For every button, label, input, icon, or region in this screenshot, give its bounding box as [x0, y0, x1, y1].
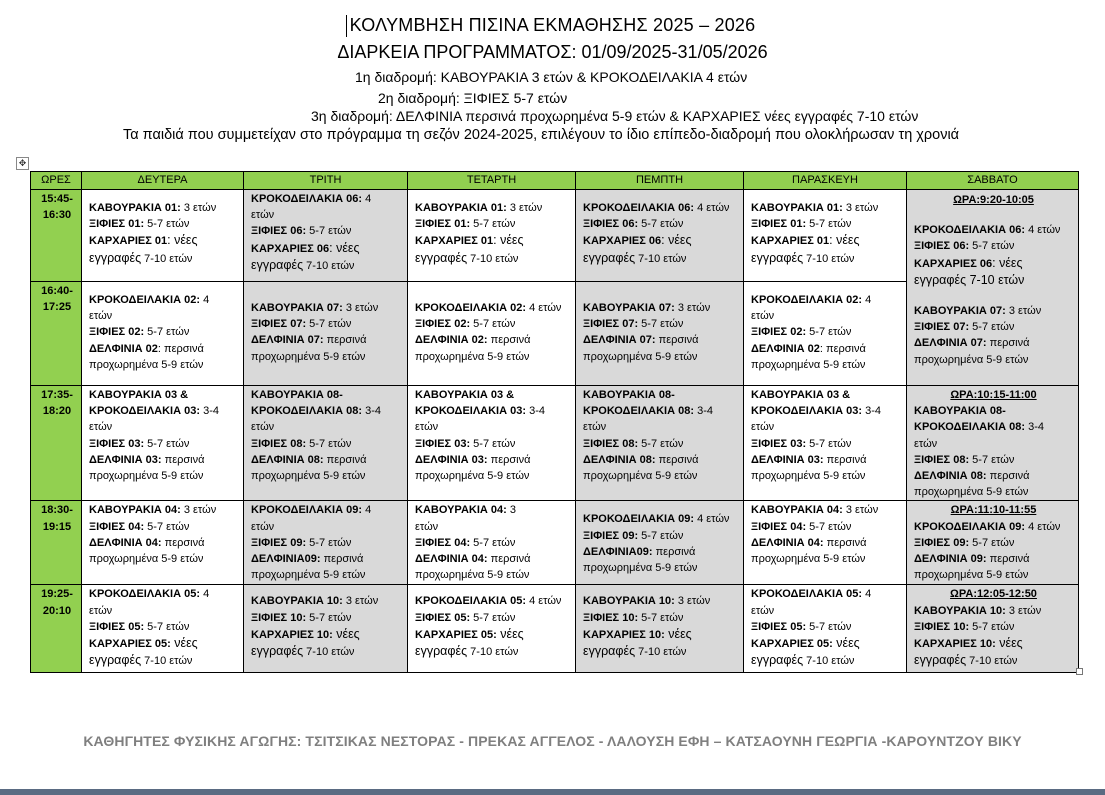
saturday-slot-cell[interactable]: ΩΡΑ:12:05-12:50 ΚΑΒΟΥΡΑΚΙΑ 10: 3 ετών ΞΙΦΙΕΣ 10: 5-7 ετών ΚΑΡΧΑΡΙΕΣ 10: νέες εγγραφές 7-10 ετών	[907, 585, 1079, 673]
class-cell[interactable]: ΚΑΒΟΥΡΑΚΙΑ 07: 3 ετών ΞΙΦΙΕΣ 07: 5-7 ετών ΔΕΛΦΙΝΙΑ 07: περσινά προχωρημένα 5-9 ετών	[244, 282, 408, 386]
time-slot: 19:25- 20:10	[31, 585, 82, 673]
class-cell[interactable]: ΚΑΒΟΥΡΑΚΙΑ 08- ΚΡΟΚΟΔΕΙΛΑΚΙΑ 08: 3-4 ετών ΞΙΦΙΕΣ 08: 5-7 ετών ΔΕΛΦΙΝΙΑ 08: περσινά προχωρημένα 5-9 ετών	[576, 386, 744, 501]
time-slot: 18:30- 19:15	[31, 501, 82, 585]
col-header-tuesday: ΤΡΙΤΗ	[244, 172, 408, 190]
col-header-friday: ΠΑΡΑΣΚΕΥΗ	[744, 172, 907, 190]
returning-students-note: Τα παιδιά που συμμετείχαν στο πρόγραμμα τη σεζόν 2024-2025, επιλέγουν το ίδιο επίπεδο-διαδρομή που ολοκλήρωσαν τη χρονιά	[123, 127, 960, 143]
class-cell[interactable]: ΚΡΟΚΟΔΕΙΛΑΚΙΑ 02: 4 ετών ΞΙΦΙΕΣ 02: 5-7 ετών ΔΕΛΦΙΝΙΑ 02: περσινά προχωρημένα 5-9 ετών	[744, 282, 907, 386]
time-slot: 16:40- 17:25	[31, 282, 82, 386]
time-slot: 17:35- 18:20	[31, 386, 82, 501]
class-cell[interactable]: ΚΡΟΚΟΔΕΙΛΑΚΙΑ 05: 4 ετών ΞΙΦΙΕΣ 05: 5-7 ετών ΚΑΡΧΑΡΙΕΣ 05: νέες εγγραφές 7-10 ετών	[82, 585, 244, 673]
table-row	[31, 501, 1079, 585]
class-cell[interactable]: ΚΡΟΚΟΔΕΙΛΑΚΙΑ 05: 4 ετών ΞΙΦΙΕΣ 05: 5-7 ετών ΚΑΡΧΑΡΙΕΣ 05: νέες εγγραφές 7-10 ετών	[744, 585, 907, 673]
teachers-footer: ΚΑΘΗΓΗΤΕΣ ΦΥΣΙΚΗΣ ΑΓΩΓΗΣ: ΤΣΙΤΣΙΚΑΣ ΝΕΣΤΟΡΑΣ - ΠΡΕΚΑΣ ΑΓΓΕΛΟΣ - ΛΑΛΟΥΣΗ ΕΦΗ – ΚΑΤΣΑΟΥΝΗ ΓΕΩΡΓΙΑ -ΚΑΡΟΥΝΤΖΟΥ ΒΙΚΥ	[83, 733, 1022, 749]
class-cell[interactable]: ΚΡΟΚΟΔΕΙΛΑΚΙΑ 02: 4 ετών ΞΙΦΙΕΣ 02: 5-7 ετών ΔΕΛΦΙΝΙΑ 02: περσινά προχωρημένα 5-9 ετών	[408, 282, 576, 386]
saturday-slot-cell[interactable]: ΩΡΑ:10:15-11:00 ΚΑΒΟΥΡΑΚΙΑ 08- ΚΡΟΚΟΔΕΙΛΑΚΙΑ 08: 3-4 ετών ΞΙΦΙΕΣ 08: 5-7 ετών ΔΕΛΦΙΝΙΑ 08: περσινά προχωρημένα 5-9 ετών	[907, 386, 1079, 501]
page-bottom-bar	[0, 789, 1105, 795]
class-cell[interactable]: ΚΡΟΚΟΔΕΙΛΑΚΙΑ 09: 4 ετών ΞΙΦΙΕΣ 09: 5-7 ετών ΔΕΛΦΙΝΙΑ09: περσινά προχωρημένα 5-9 ετών	[244, 501, 408, 585]
table-move-handle-icon[interactable]: ✥	[16, 157, 29, 170]
class-cell[interactable]: ΚΑΒΟΥΡΑΚΙΑ 04: 3 ετών ΞΙΦΙΕΣ 04: 5-7 ετών ΔΕΛΦΙΝΙΑ 04: περσινά προχωρημένα 5-9 ετών	[82, 501, 244, 585]
class-cell[interactable]: ΚΑΒΟΥΡΑΚΙΑ 08- ΚΡΟΚΟΔΕΙΛΑΚΙΑ 08: 3-4 ετών ΞΙΦΙΕΣ 08: 5-7 ετών ΔΕΛΦΙΝΙΑ 08: περσινά προχωρημένα 5-9 ετών	[244, 386, 408, 501]
col-header-wednesday: ΤΕΤΑΡΤΗ	[408, 172, 576, 190]
lane-3-description: 3η διαδρομή: ΔΕΛΦΙΝΙΑ περσινά προχωρημένα 5-9 ετών & ΚΑΡΧΑΡΙΕΣ νέες εγγραφές 7-10 ετών	[311, 108, 919, 124]
lane-1-description: 1η διαδρομή: ΚΑΒΟΥΡΑΚΙΑ 3 ετών & ΚΡΟΚΟΔΕΙΛΑΚΙΑ 4 ετών	[355, 69, 748, 85]
class-cell[interactable]: ΚΑΒΟΥΡΑΚΙΑ 01: 3 ετών ΞΙΦΙΕΣ 01: 5-7 ετών ΚΑΡΧΑΡΙΕΣ 01: νέες εγγραφές 7-10 ετών	[744, 190, 907, 282]
col-header-monday: ΔΕΥΤΕΡΑ	[82, 172, 244, 190]
class-cell[interactable]: ΚΡΟΚΟΔΕΙΛΑΚΙΑ 05: 4 ετών ΞΙΦΙΕΣ 05: 5-7 ετών ΚΑΡΧΑΡΙΕΣ 05: νέες εγγραφές 7-10 ετών	[408, 585, 576, 673]
class-cell[interactable]: ΚΑΒΟΥΡΑΚΙΑ 04: 3 ετών ΞΙΦΙΕΣ 04: 5-7 ετών ΔΕΛΦΙΝΙΑ 04: περσινά προχωρημένα 5-9 ετών	[744, 501, 907, 585]
saturday-slot-cell[interactable]: ΩΡΑ:11:10-11:55 ΚΡΟΚΟΔΕΙΛΑΚΙΑ 09: 4 ετών ΞΙΦΙΕΣ 09: 5-7 ετών ΔΕΛΦΙΝΙΑ 09: περσινά προχωρημένα 5-9 ετών	[907, 501, 1079, 585]
col-header-thursday: ΠΕΜΠΤΗ	[576, 172, 744, 190]
class-cell[interactable]: ΚΡΟΚΟΔΕΙΛΑΚΙΑ 06: 4 ετών ΞΙΦΙΕΣ 06: 5-7 ετών ΚΑΡΧΑΡΙΕΣ 06: νέες εγγραφές 7-10 ετών	[244, 190, 408, 282]
class-cell[interactable]: ΚΡΟΚΟΔΕΙΛΑΚΙΑ 09: 4 ετών ΞΙΦΙΕΣ 09: 5-7 ετών ΔΕΛΦΙΝΙΑ09: περσινά προχωρημένα 5-9 ετών	[576, 501, 744, 585]
class-cell[interactable]: ΚΑΒΟΥΡΑΚΙΑ 01: 3 ετών ΞΙΦΙΕΣ 01: 5-7 ετών ΚΑΡΧΑΡΙΕΣ 01: νέες εγγραφές 7-10 ετών	[408, 190, 576, 282]
class-cell[interactable]: ΚΡΟΚΟΔΕΙΛΑΚΙΑ 02: 4 ετών ΞΙΦΙΕΣ 02: 5-7 ετών ΔΕΛΦΙΝΙΑ 02: περσινά προχωρημένα 5-9 ετών	[82, 282, 244, 386]
table-resize-handle[interactable]	[1076, 668, 1083, 675]
table-row	[31, 585, 1079, 673]
table-row	[31, 190, 1079, 282]
class-cell[interactable]: ΚΑΒΟΥΡΑΚΙΑ 07: 3 ετών ΞΙΦΙΕΣ 07: 5-7 ετών ΔΕΛΦΙΝΙΑ 07: περσινά προχωρημένα 5-9 ετών	[576, 282, 744, 386]
saturday-morning-cell[interactable]: ΩΡΑ:9:20-10:05 ΚΡΟΚΟΔΕΙΛΑΚΙΑ 06: 4 ετών ΞΙΦΙΕΣ 06: 5-7 ετών ΚΑΡΧΑΡΙΕΣ 06: νέες εγγραφές 7-10 ετών ΚΑΒΟΥΡΑΚΙΑ 07: 3 ετών ΞΙΦΙΕΣ 07: 5-7 ετών ΔΕΛΦΙΝΙΑ 07: περσινά προχωρημένα 5-9 ετών	[907, 190, 1079, 386]
lane-2-description: 2η διαδρομή: ΞΙΦΙΕΣ 5-7 ετών	[378, 90, 568, 106]
class-cell[interactable]: ΚΡΟΚΟΔΕΙΛΑΚΙΑ 06: 4 ετών ΞΙΦΙΕΣ 06: 5-7 ετών ΚΑΡΧΑΡΙΕΣ 06: νέες εγγραφές 7-10 ετών	[576, 190, 744, 282]
time-slot: 15:45- 16:30	[31, 190, 82, 282]
class-cell[interactable]: ΚΑΒΟΥΡΑΚΙΑ 03 & ΚΡΟΚΟΔΕΙΛΑΚΙΑ 03: 3-4 ετών ΞΙΦΙΕΣ 03: 5-7 ετών ΔΕΛΦΙΝΙΑ 03: περσινά προχωρημένα 5-9 ετών	[82, 386, 244, 501]
class-cell[interactable]: ΚΑΒΟΥΡΑΚΙΑ 03 & ΚΡΟΚΟΔΕΙΛΑΚΙΑ 03: 3-4 ετών ΞΙΦΙΕΣ 03: 5-7 ετών ΔΕΛΦΙΝΙΑ 03: περσινά προχωρημένα 5-9 ετών	[408, 386, 576, 501]
class-cell[interactable]: ΚΑΒΟΥΡΑΚΙΑ 03 & ΚΡΟΚΟΔΕΙΛΑΚΙΑ 03: 3-4 ετών ΞΙΦΙΕΣ 03: 5-7 ετών ΔΕΛΦΙΝΙΑ 03: περσινά προχωρημένα 5-9 ετών	[744, 386, 907, 501]
program-duration: ΔΙΑΡΚΕΙΑ ΠΡΟΓΡΑΜΜΑΤΟΣ: 01/09/2025-31/05/2026	[337, 42, 768, 62]
class-cell[interactable]: ΚΑΒΟΥΡΑΚΙΑ 10: 3 ετών ΞΙΦΙΕΣ 10: 5-7 ετών ΚΑΡΧΑΡΙΕΣ 10: νέες εγγραφές 7-10 ετών	[576, 585, 744, 673]
page-title: ΚΟΛΥΜΒΗΣΗ ΠΙΣΙΝΑ ΕΚΜΑΘΗΣΗΣ 2025 – 2026	[349, 15, 756, 35]
col-header-saturday: ΣΑΒΒΑΤΟ	[907, 172, 1079, 190]
table-row	[31, 386, 1079, 501]
class-cell[interactable]: ΚΑΒΟΥΡΑΚΙΑ 01: 3 ετών ΞΙΦΙΕΣ 01: 5-7 ετών ΚΑΡΧΑΡΙΕΣ 01: νέες εγγραφές 7-10 ετών	[82, 190, 244, 282]
table-header-row	[31, 172, 1079, 190]
class-cell[interactable]: ΚΑΒΟΥΡΑΚΙΑ 10: 3 ετών ΞΙΦΙΕΣ 10: 5-7 ετών ΚΑΡΧΑΡΙΕΣ 10: νέες εγγραφές 7-10 ετών	[244, 585, 408, 673]
schedule-table	[30, 171, 1079, 673]
col-header-hours: ΩΡΕΣ	[31, 172, 82, 190]
class-cell[interactable]: ΚΑΒΟΥΡΑΚΙΑ 04: 3 ετών ΞΙΦΙΕΣ 04: 5-7 ετών ΔΕΛΦΙΝΙΑ 04: περσινά προχωρημένα 5-9 ετών	[408, 501, 576, 585]
